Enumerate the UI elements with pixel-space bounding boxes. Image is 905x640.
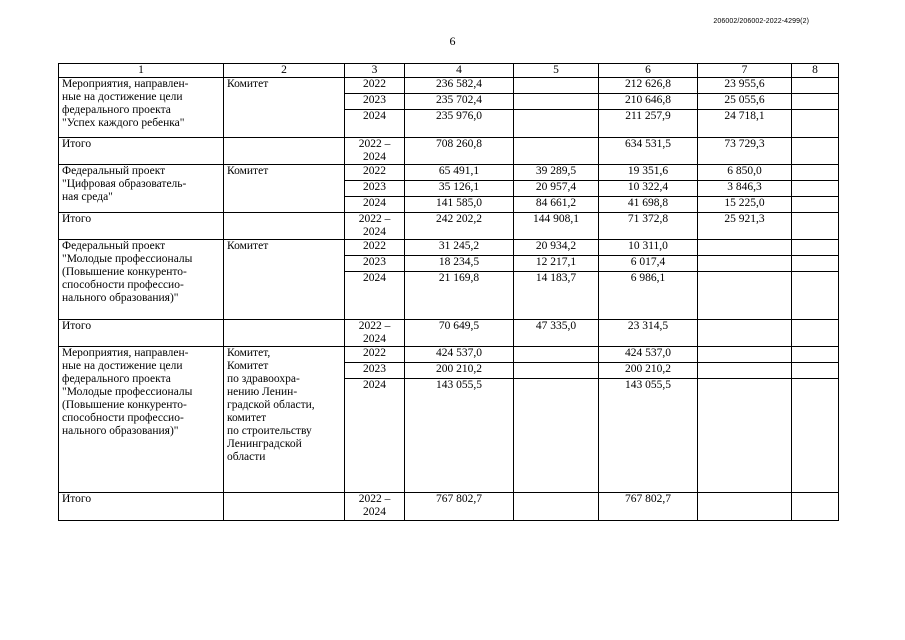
year-cell: 2022 — [345, 347, 405, 363]
total-amount-cell-c4: 708 260,8 — [405, 138, 514, 165]
executor-cell: Комитет, Комитет по здравоохра- нению Ленин- градской области, комитет по строительству Ленинградской области — [224, 347, 345, 493]
year-cell: 2024 — [345, 272, 405, 320]
table-row — [59, 347, 839, 363]
header-col-8: 8 — [792, 64, 839, 78]
amount-cell-c7: 6 850,0 — [698, 165, 792, 181]
amount-cell-c8 — [792, 181, 839, 197]
amount-cell-c4: 35 126,1 — [405, 181, 514, 197]
total-amount-cell-c8 — [792, 138, 839, 165]
total-amount-cell-c6: 23 314,5 — [599, 320, 698, 347]
block-young-professionals — [59, 240, 839, 347]
amount-cell-c8 — [792, 240, 839, 256]
amount-cell-c7: 15 225,0 — [698, 197, 792, 213]
year-cell: 2023 — [345, 94, 405, 110]
total-period-cell: 2022 – 2024 — [345, 213, 405, 240]
header-col-1: 1 — [59, 64, 224, 78]
amount-cell-c4: 424 537,0 — [405, 347, 514, 363]
amount-cell-c4: 236 582,4 — [405, 78, 514, 94]
total-amount-cell-c7: 25 921,3 — [698, 213, 792, 240]
amount-cell-c6: 41 698,8 — [599, 197, 698, 213]
amount-cell-c5 — [514, 110, 599, 138]
year-cell: 2023 — [345, 256, 405, 272]
executor-cell: Комитет — [224, 78, 345, 138]
amount-cell-c5 — [514, 379, 599, 493]
total-amount-cell-c4: 70 649,5 — [405, 320, 514, 347]
amount-cell-c8 — [792, 379, 839, 493]
amount-cell-c8 — [792, 256, 839, 272]
table-row — [59, 78, 839, 94]
amount-cell-c7: 3 846,3 — [698, 181, 792, 197]
total-amount-cell-c4: 767 802,7 — [405, 493, 514, 521]
total-label-cell: Итого — [59, 138, 224, 165]
amount-cell-c7 — [698, 240, 792, 256]
total-amount-cell-c8 — [792, 493, 839, 521]
amount-cell-c6: 10 311,0 — [599, 240, 698, 256]
block-success-every-child — [59, 78, 839, 165]
amount-cell-c8 — [792, 165, 839, 181]
year-cell: 2022 — [345, 78, 405, 94]
amount-cell-c5 — [514, 78, 599, 94]
total-amount-cell-c6: 767 802,7 — [599, 493, 698, 521]
amount-cell-c4: 18 234,5 — [405, 256, 514, 272]
amount-cell-c4: 235 702,4 — [405, 94, 514, 110]
total-executor-cell — [224, 213, 345, 240]
total-amount-cell-c8 — [792, 213, 839, 240]
total-label-cell: Итого — [59, 320, 224, 347]
amount-cell-c7: 24 718,1 — [698, 110, 792, 138]
total-period-cell: 2022 – 2024 — [345, 320, 405, 347]
header-col-2: 2 — [224, 64, 345, 78]
total-row — [59, 138, 839, 165]
amount-cell-c7 — [698, 256, 792, 272]
amount-cell-c6: 211 257,9 — [599, 110, 698, 138]
year-cell: 2024 — [345, 379, 405, 493]
year-cell: 2023 — [345, 363, 405, 379]
amount-cell-c6: 19 351,6 — [599, 165, 698, 181]
block-young-professionals-measures — [59, 347, 839, 521]
amount-cell-c4: 31 245,2 — [405, 240, 514, 256]
amount-cell-c6: 212 626,8 — [599, 78, 698, 94]
amount-cell-c8 — [792, 197, 839, 213]
amount-cell-c4: 235 976,0 — [405, 110, 514, 138]
amount-cell-c6: 424 537,0 — [599, 347, 698, 363]
amount-cell-c5: 39 289,5 — [514, 165, 599, 181]
total-amount-cell-c7 — [698, 320, 792, 347]
budget-table — [58, 63, 839, 521]
table-row — [59, 240, 839, 256]
total-row — [59, 320, 839, 347]
table-row — [59, 165, 839, 181]
amount-cell-c7: 25 055,6 — [698, 94, 792, 110]
amount-cell-c5 — [514, 363, 599, 379]
amount-cell-c8 — [792, 94, 839, 110]
header-col-5: 5 — [514, 64, 599, 78]
header-col-3: 3 — [345, 64, 405, 78]
header-col-6: 6 — [599, 64, 698, 78]
total-amount-cell-c5 — [514, 493, 599, 521]
amount-cell-c4: 141 585,0 — [405, 197, 514, 213]
executor-cell: Комитет — [224, 240, 345, 320]
amount-cell-c7 — [698, 363, 792, 379]
header-col-7: 7 — [698, 64, 792, 78]
total-amount-cell-c4: 242 202,2 — [405, 213, 514, 240]
amount-cell-c6: 210 646,8 — [599, 94, 698, 110]
amount-cell-c8 — [792, 110, 839, 138]
amount-cell-c4: 65 491,1 — [405, 165, 514, 181]
amount-cell-c5: 14 183,7 — [514, 272, 599, 320]
total-executor-cell — [224, 493, 345, 521]
amount-cell-c7: 23 955,6 — [698, 78, 792, 94]
total-period-cell: 2022 – 2024 — [345, 493, 405, 521]
amount-cell-c8 — [792, 347, 839, 363]
total-amount-cell-c5: 47 335,0 — [514, 320, 599, 347]
total-amount-cell-c5 — [514, 138, 599, 165]
amount-cell-c7 — [698, 272, 792, 320]
year-cell: 2023 — [345, 181, 405, 197]
amount-cell-c8 — [792, 272, 839, 320]
amount-cell-c6: 143 055,5 — [599, 379, 698, 493]
item-name-cell: Федеральный проект "Цифровая образователь- ная среда" — [59, 165, 224, 213]
total-amount-cell-c8 — [792, 320, 839, 347]
total-amount-cell-c5: 144 908,1 — [514, 213, 599, 240]
year-cell: 2022 — [345, 240, 405, 256]
item-name-cell: Федеральный проект "Молодые профессионалы (Повышение конкуренто- способности профессио- нального образования)" — [59, 240, 224, 320]
total-label-cell: Итого — [59, 493, 224, 521]
block-digital-environment — [59, 165, 839, 240]
amount-cell-c5 — [514, 94, 599, 110]
amount-cell-c8 — [792, 363, 839, 379]
amount-cell-c6: 6 017,4 — [599, 256, 698, 272]
item-name-cell: Мероприятия, направлен- ные на достижение цели федерального проекта "Успех каждого ребенка" — [59, 78, 224, 138]
total-amount-cell-c6: 634 531,5 — [599, 138, 698, 165]
amount-cell-c6: 200 210,2 — [599, 363, 698, 379]
total-amount-cell-c7: 73 729,3 — [698, 138, 792, 165]
amount-cell-c4: 21 169,8 — [405, 272, 514, 320]
amount-cell-c4: 143 055,5 — [405, 379, 514, 493]
total-row — [59, 493, 839, 521]
amount-cell-c4: 200 210,2 — [405, 363, 514, 379]
total-executor-cell — [224, 138, 345, 165]
amount-cell-c7 — [698, 379, 792, 493]
total-period-cell: 2022 – 2024 — [345, 138, 405, 165]
page-number: 6 — [449, 34, 456, 48]
amount-cell-c5: 12 217,1 — [514, 256, 599, 272]
amount-cell-c6: 10 322,4 — [599, 181, 698, 197]
amount-cell-c8 — [792, 78, 839, 94]
year-cell: 2024 — [345, 197, 405, 213]
total-executor-cell — [224, 320, 345, 347]
amount-cell-c6: 6 986,1 — [599, 272, 698, 320]
total-amount-cell-c6: 71 372,8 — [599, 213, 698, 240]
year-cell: 2024 — [345, 110, 405, 138]
total-amount-cell-c7 — [698, 493, 792, 521]
header-row — [59, 64, 839, 78]
total-row — [59, 213, 839, 240]
amount-cell-c5: 84 661,2 — [514, 197, 599, 213]
executor-cell: Комитет — [224, 165, 345, 213]
document-number: 206002/206002-2022-4299(2) — [713, 18, 809, 25]
amount-cell-c5: 20 934,2 — [514, 240, 599, 256]
total-label-cell: Итого — [59, 213, 224, 240]
item-name-cell: Мероприятия, направлен- ные на достижение цели федерального проекта "Молодые профессионалы (Повышение конкуренто- способности профессио- нального образования)" — [59, 347, 224, 493]
year-cell: 2022 — [345, 165, 405, 181]
header-col-4: 4 — [405, 64, 514, 78]
amount-cell-c7 — [698, 347, 792, 363]
amount-cell-c5: 20 957,4 — [514, 181, 599, 197]
amount-cell-c5 — [514, 347, 599, 363]
